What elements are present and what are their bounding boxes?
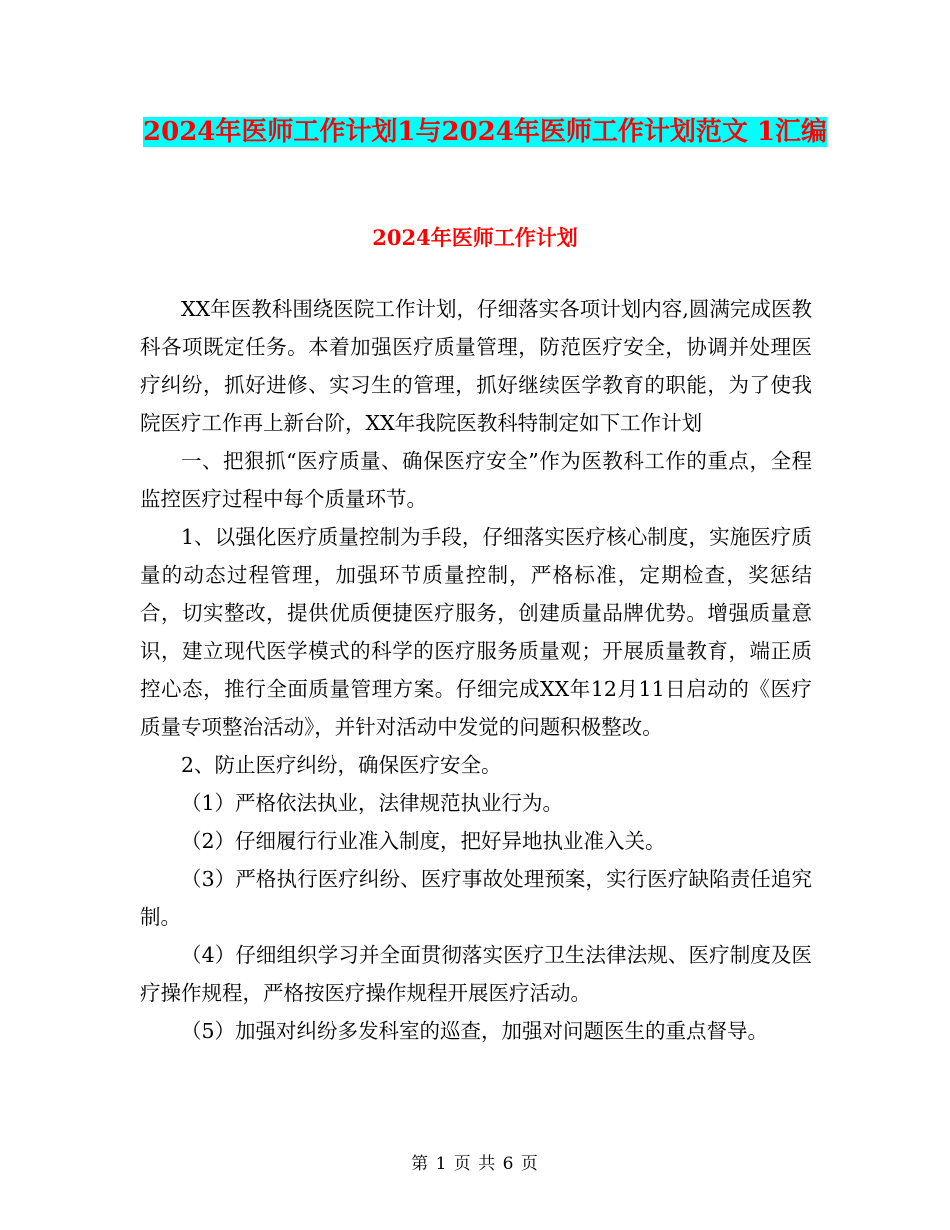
paragraph: （5）加强对纠纷多发科室的巡查，加强对问题医生的重点督导。	[181, 1019, 769, 1043]
paragraph: 1、以强化医疗质量控制为手段，仔细落实医疗核心制度，实施医疗质量的动态过程管理，加强环节质量控制，严格标准，定期检查，奖惩结合，切实整改，提供优质便捷医疗服务，创建质量品牌优势。增强质量意识，建立现代医学模式的科学的医疗服务质量观；开展质量教育，端正质控心态，推行全面质量管理方案。仔细完成XX年12月11日启动的《医疗质量专项整治活动》，并针对活动中发觉的问题积极整改。	[140, 525, 812, 739]
paragraph: （1）严格依法执业，法律规范执业行为。	[181, 791, 564, 815]
paragraph: 一、把狠抓“医疗质量、确保医疗安全”作为医教科工作的重点，全程监控医疗过程中每个质量环节。	[140, 449, 812, 511]
paragraph: XX年医教科围绕医院工作计划，仔细落实各项计划内容,圆满完成医教科各项既定任务。本着加强医疗质量管理，防范医疗安全，协调并处理医疗纠纷，抓好进修、实习生的管理，抓好继续医学教育的职能，为了使我院医疗工作再上新台阶，XX年我院医教科特制定如下工作计划	[140, 297, 812, 435]
document-body	[140, 290, 812, 1050]
paragraph: （3）严格执行医疗纠纷、医疗事故处理预案，实行医疗缺陷责任追究制。	[140, 867, 812, 929]
document-title-text: 2024年医师工作计划1与2024年医师工作计划范文 1汇编	[143, 117, 827, 147]
paragraph: 2、防止医疗纠纷，确保医疗安全。	[181, 753, 502, 777]
document-title	[140, 110, 830, 154]
paragraph: （4）仔细组织学习并全面贯彻落实医疗卫生法律法规、医疗制度及医疗操作规程，严格按医疗操作规程开展医疗活动。	[140, 943, 812, 1005]
paragraph: （2）仔细履行行业准入制度，把好异地执业准入关。	[181, 829, 666, 853]
page-number-footer: 第 1 页 共 6 页	[411, 1154, 539, 1174]
section-title: 2024年医师工作计划	[372, 225, 578, 250]
